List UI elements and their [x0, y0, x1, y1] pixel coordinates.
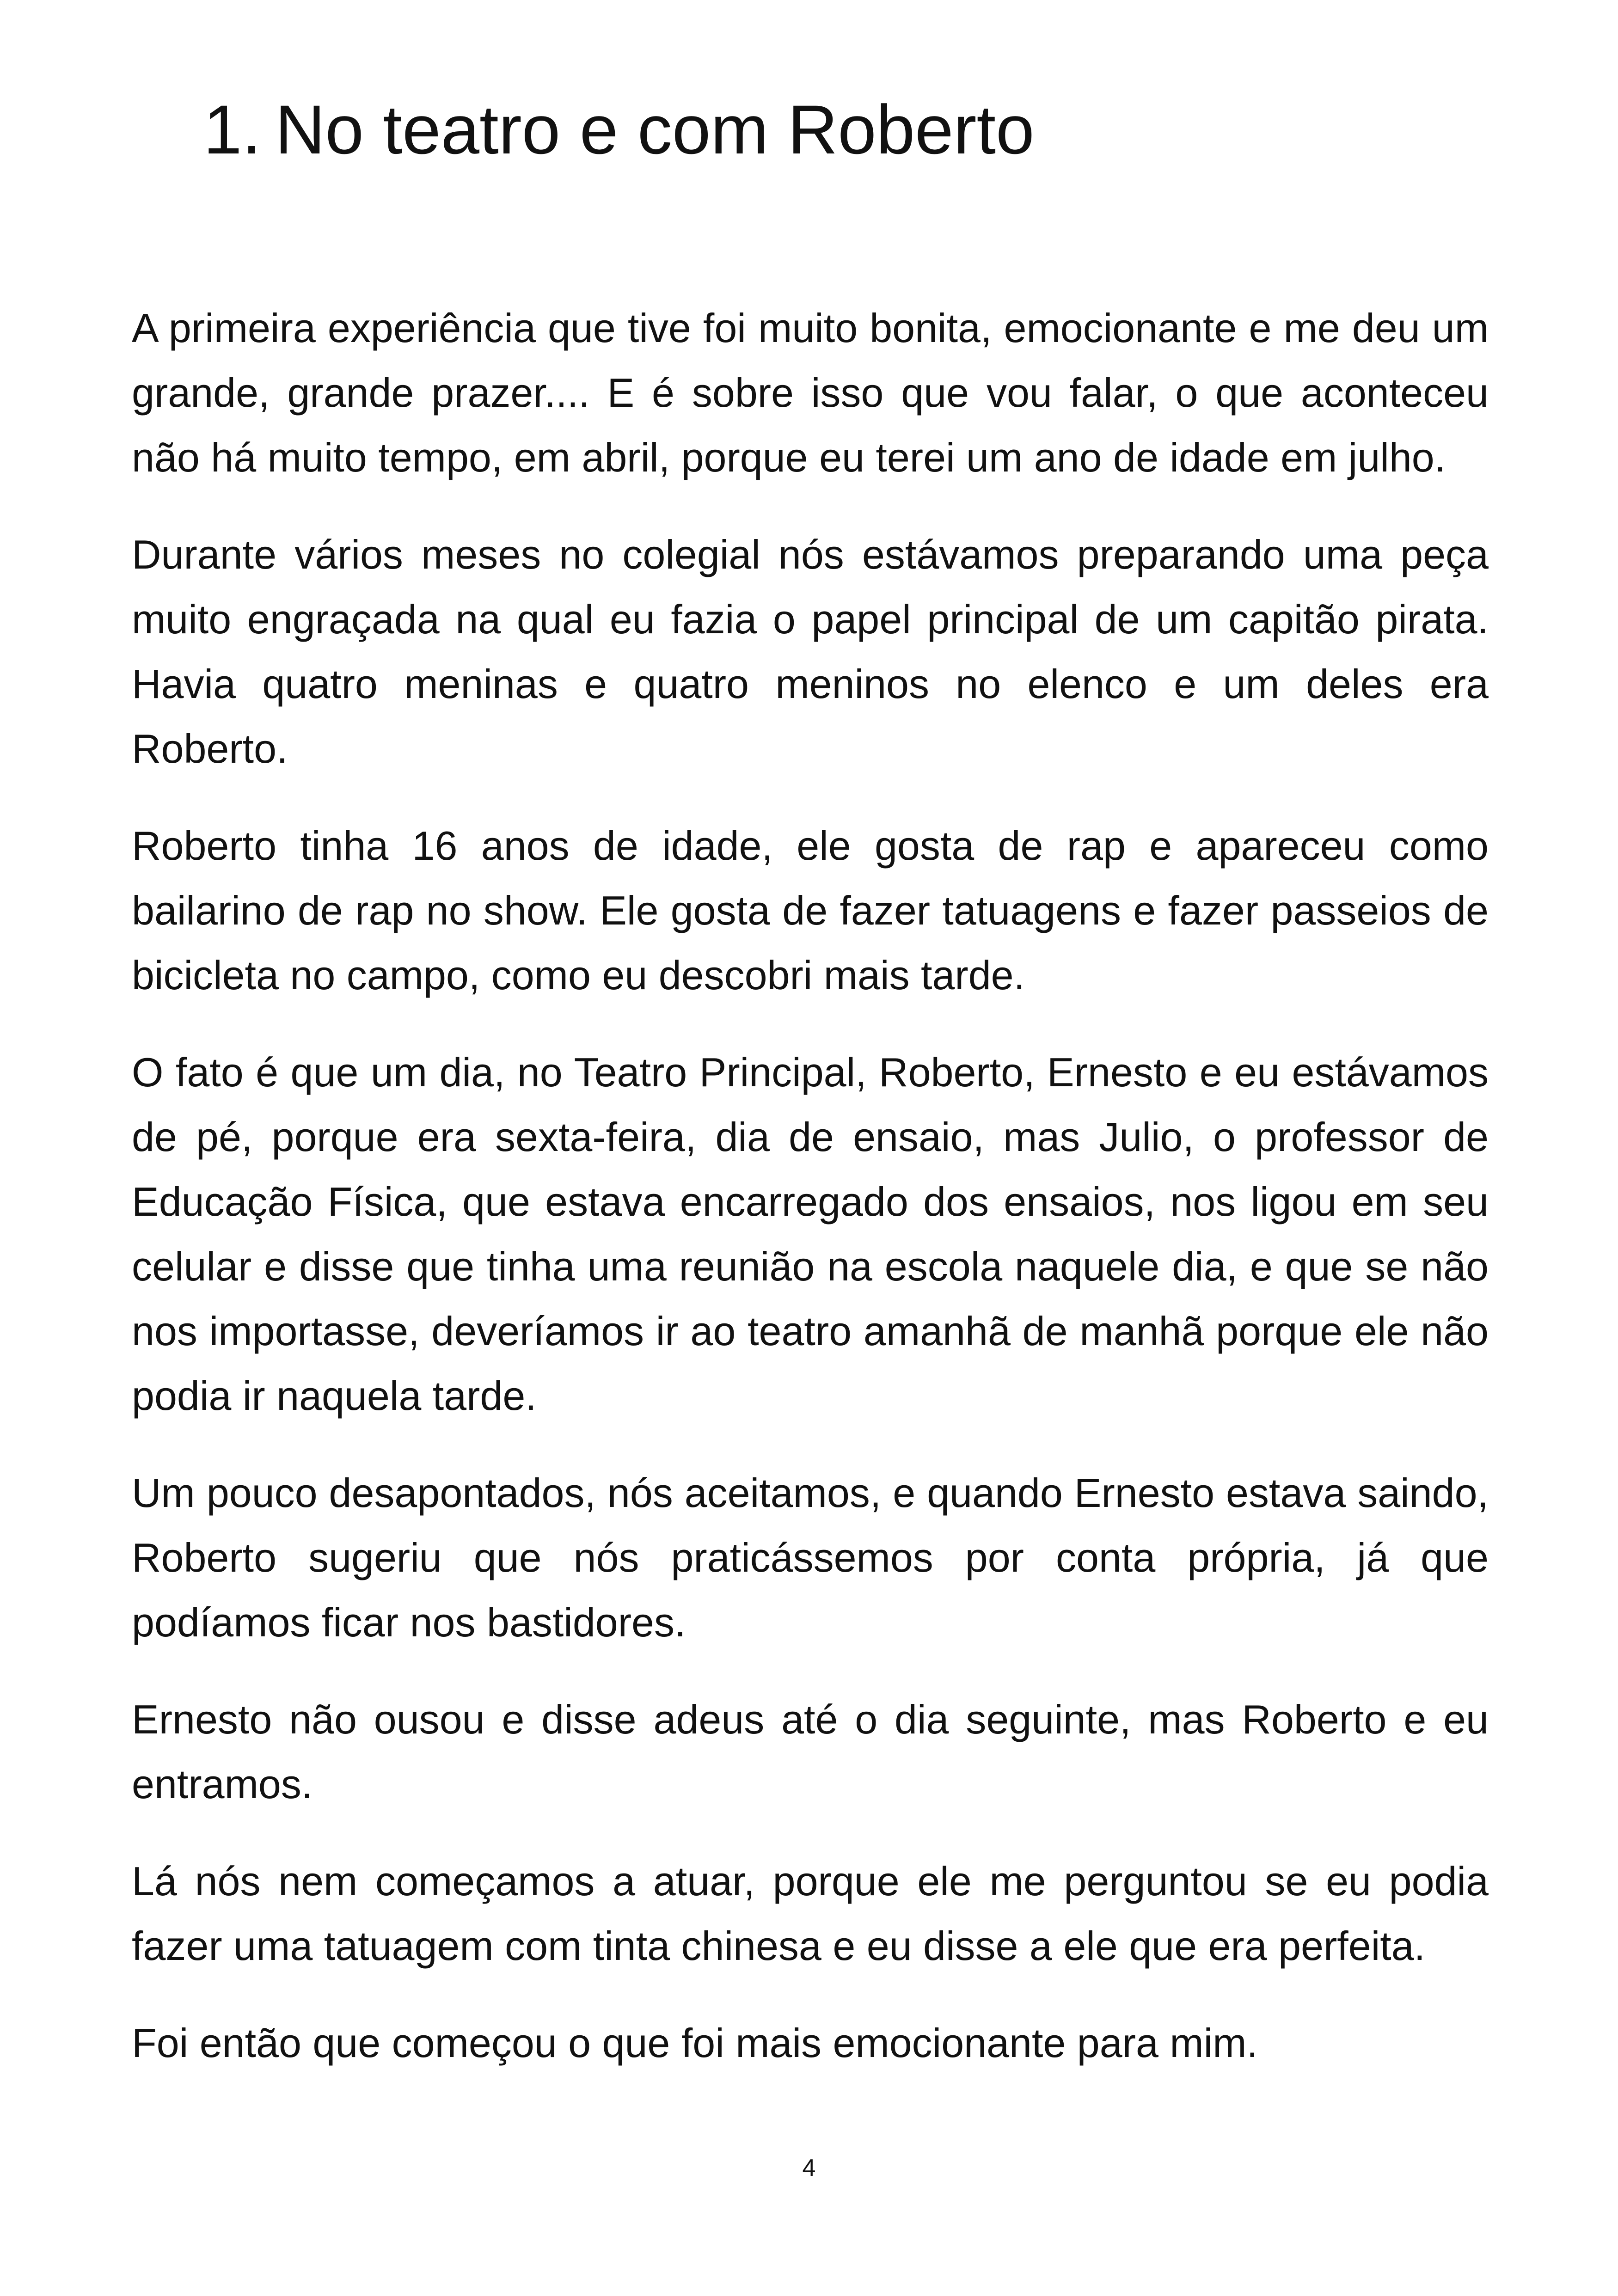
chapter-heading	[203, 83, 1035, 176]
paragraph-5: Um pouco desapontados, nós aceitamos, e quando Ernesto estava saindo, Roberto sugeriu que nós praticássemos por conta própria, já que podíamos ficar nos bastidores.	[132, 1470, 1489, 1645]
paragraph-6: Ernesto não ousou e disse adeus até o dia seguinte, mas Roberto e eu entramos.	[132, 1696, 1489, 1807]
paragraph-8: Foi então que começou o que foi mais emocionante para mim.	[132, 2020, 1258, 2066]
chapter-number: 1.	[203, 91, 262, 168]
page-number: 4	[802, 2155, 816, 2181]
paragraph-7: Lá nós nem começamos a atuar, porque ele me perguntou se eu podia fazer uma tatuagem com tinta chinesa e eu disse a ele que era perfeita.	[132, 1858, 1489, 1969]
paragraph-4: O fato é que um dia, no Teatro Principal, Roberto, Ernesto e eu estávamos de pé, porque era sexta-feira, dia de ensaio, mas Julio, o professor de Educação Física, que estava encarregado dos ensaios, nos ligou em seu celular e disse que tinha uma reunião na escola naquele dia, e que se não nos importasse, deveríamos ir ao teatro amanhã de manhã porque ele não podia ir naquela tarde.	[132, 1049, 1489, 1419]
chapter-title: No teatro e com Roberto	[275, 91, 1035, 168]
paragraph-2: Durante vários meses no colegial nós estávamos preparando uma peça muito engraçada na qual eu fazia o papel principal de um capitão pirata. Havia quatro meninas e quatro meninos no elenco e um deles era Roberto.	[132, 532, 1489, 771]
paragraph-1: A primeira experiência que tive foi muito bonita, emocionante e me deu um grande, grande prazer.... E é sobre isso que vou falar, o que aconteceu não há muito tempo, em abril, porque eu terei um ano de idade em julho.	[132, 305, 1489, 480]
paragraph-3: Roberto tinha 16 anos de idade, ele gosta de rap e apareceu como bailarino de rap no show. Ele gosta de fazer tatuagens e fazer passeios de bicicleta no campo, como eu descobri mais tarde.	[132, 823, 1489, 998]
chapter-body	[132, 296, 1489, 2108]
